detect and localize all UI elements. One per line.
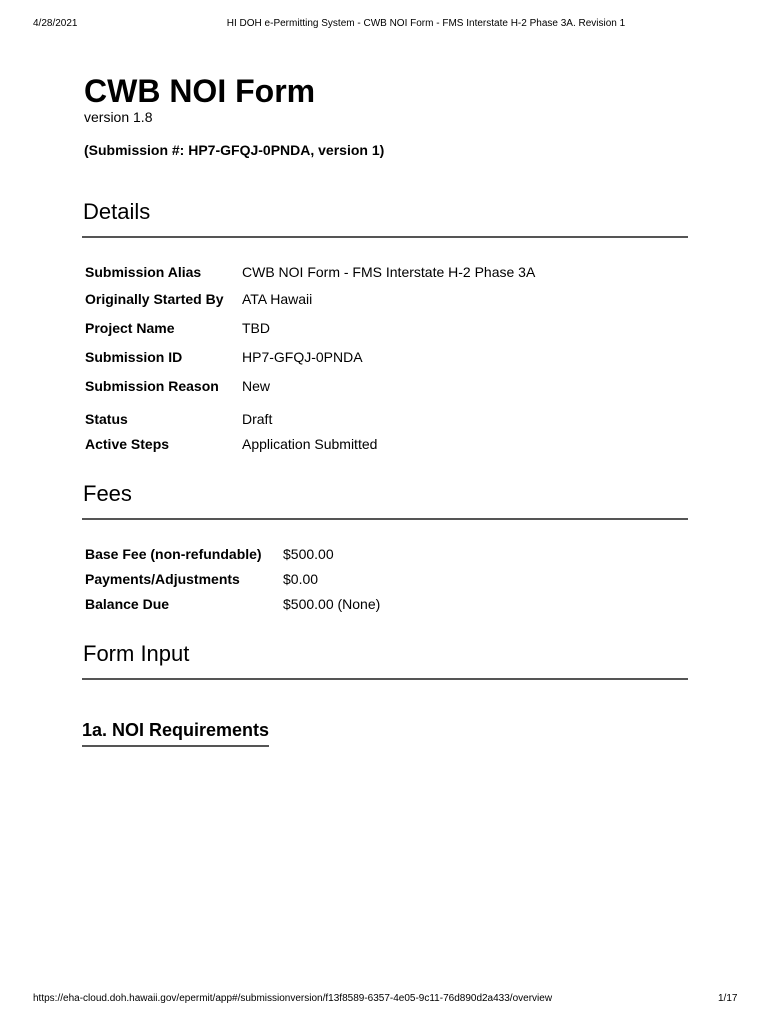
detail-value-status: Draft [242,411,273,427]
document-title: CWB NOI Form [84,73,316,109]
detail-label-project-name: Project Name [85,320,175,336]
detail-value-project-name: TBD [242,320,270,336]
page-number: 1/17 [718,993,738,1004]
print-date: 4/28/2021 [33,18,78,29]
fee-label-base-fee: Base Fee (non-refundable) [85,546,262,562]
fees-heading: Fees [83,481,132,506]
details-heading: Details [83,199,151,224]
noi-requirements-subheading: 1a. NOI Requirements [82,720,269,747]
details-divider [82,236,688,238]
detail-value-submission-id: HP7-GFQJ-0PNDA [242,349,363,365]
detail-label-submission-id: Submission ID [85,349,183,365]
detail-value-active-steps: Application Submitted [242,436,378,452]
detail-label-status: Status [85,411,128,427]
fees-divider [82,518,688,520]
fee-value-base-fee: $500.00 [283,546,334,562]
detail-label-submission-alias: Submission Alias [85,264,202,280]
form-input-heading: Form Input [83,641,190,666]
fee-label-payments-adjustments: Payments/Adjustments [85,571,240,587]
page-url: https://eha-cloud.doh.hawaii.gov/epermit/app#/submissionversion/f13f8589-6357-4e05-9c11-76d890d2a433/overview [33,993,553,1004]
document-version: version 1.8 [84,109,153,125]
fee-label-balance-due: Balance Due [85,596,170,612]
detail-label-submission-reason: Submission Reason [85,378,219,394]
submission-line: (Submission #: HP7-GFQJ-0PNDA, version 1) [84,142,385,158]
detail-label-originally-started-by: Originally Started By [85,291,224,307]
fee-value-payments-adjustments: $0.00 [283,571,319,587]
print-page-title: HI DOH e-Permitting System - CWB NOI Form - FMS Interstate H-2 Phase 3A. Revision 1 [226,18,626,29]
form-input-divider [82,678,688,680]
detail-value-submission-reason: New [242,378,271,394]
fee-value-balance-due: $500.00 (None) [283,596,381,612]
detail-value-submission-alias: CWB NOI Form - FMS Interstate H-2 Phase 3A [242,264,536,280]
detail-label-active-steps: Active Steps [85,436,170,452]
detail-value-originally-started-by: ATA Hawaii [242,291,313,307]
